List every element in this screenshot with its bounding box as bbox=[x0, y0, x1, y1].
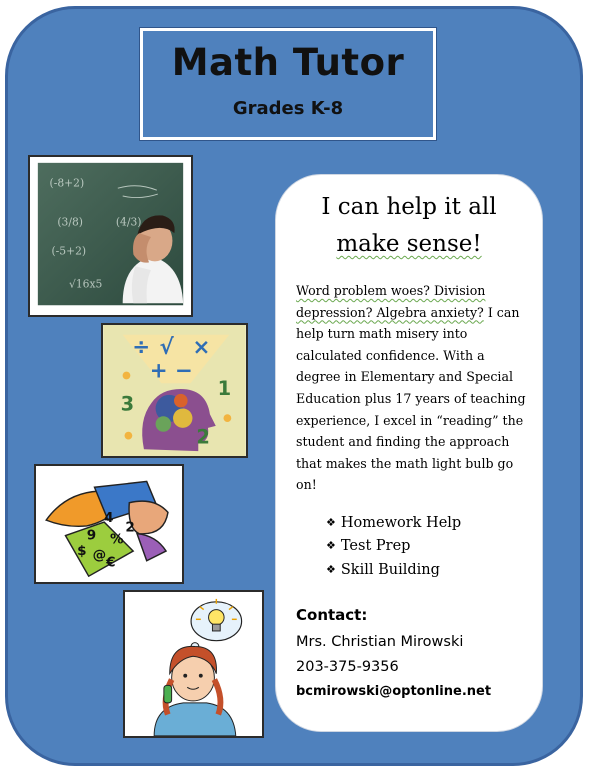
headline-line-2: make sense! bbox=[336, 231, 482, 257]
chalk-formula: (3/8) bbox=[57, 215, 83, 229]
headline bbox=[276, 189, 542, 263]
times-symbol: × bbox=[192, 335, 211, 361]
plus-symbol: + bbox=[149, 358, 168, 384]
chalk-formula: √16x5 bbox=[69, 277, 103, 291]
info-card bbox=[275, 174, 543, 732]
services-list bbox=[326, 512, 542, 583]
money-symbol: $ bbox=[77, 542, 87, 559]
money-symbol: € bbox=[106, 554, 116, 571]
list-item bbox=[326, 512, 542, 536]
chalk-formula: (4/3) bbox=[115, 215, 142, 229]
list-item bbox=[326, 535, 542, 559]
digit-3: 3 bbox=[120, 392, 135, 416]
divide-symbol: ÷ bbox=[132, 335, 151, 361]
girl-lightbulb-illustration bbox=[125, 592, 262, 736]
intro-text-line-1: Word problem woes? Division bbox=[296, 283, 486, 298]
contact-phone: 203-375-9356 bbox=[296, 659, 399, 676]
student-chalkboard-illustration bbox=[30, 157, 191, 315]
money-symbol: 9 bbox=[86, 527, 97, 544]
contact-section bbox=[296, 606, 542, 699]
math-head-illustration bbox=[103, 325, 246, 456]
page-title: Math Tutor bbox=[171, 41, 405, 84]
math-head-clipart bbox=[101, 323, 248, 458]
digit-2: 2 bbox=[196, 425, 210, 449]
diamond-bullet-icon: ❖ bbox=[326, 539, 336, 553]
intro-text-line-2: depression? Algebra anxiety? bbox=[296, 304, 484, 320]
money-hands-clipart bbox=[34, 464, 184, 584]
root-symbol: √ bbox=[159, 335, 174, 361]
girl-lightbulb-clipart bbox=[123, 590, 264, 738]
student-chalkboard-photo bbox=[28, 155, 193, 317]
intro-text-rest: I can help turn math misery into calculated confidence. With a degree in Elementary and Special Education plus 17 years of teaching experience, I excel in “reading” the student and finding the approach that makes the math light bulb go on! bbox=[296, 304, 526, 493]
intro-paragraph bbox=[296, 280, 528, 496]
title-box bbox=[140, 28, 436, 140]
money-symbol: 4 bbox=[104, 510, 114, 527]
diamond-bullet-icon: ❖ bbox=[326, 515, 336, 529]
contact-name: Mrs. Christian Mirowski bbox=[296, 634, 464, 651]
chalk-formula: (-8+2) bbox=[49, 176, 85, 190]
minus-symbol: − bbox=[174, 358, 193, 384]
contact-heading: Contact: bbox=[296, 606, 368, 625]
chalk-formula: (-5+2) bbox=[51, 244, 87, 258]
headline-line-1: I can help it all bbox=[321, 194, 497, 220]
digit-1: 1 bbox=[217, 376, 232, 400]
service-label: Test Prep bbox=[340, 538, 411, 555]
service-label: Skill Building bbox=[340, 561, 440, 578]
contact-email: bcmirowski@optonline.net bbox=[296, 684, 492, 700]
grades-subtitle: Grades K-8 bbox=[232, 98, 344, 119]
money-symbol: % bbox=[109, 531, 124, 548]
list-item bbox=[326, 559, 542, 583]
diamond-bullet-icon: ❖ bbox=[326, 562, 336, 576]
money-symbol: 2 bbox=[125, 519, 135, 536]
service-label: Homework Help bbox=[340, 514, 462, 531]
money-symbol: @ bbox=[92, 546, 107, 563]
money-hands-illustration bbox=[36, 466, 182, 582]
